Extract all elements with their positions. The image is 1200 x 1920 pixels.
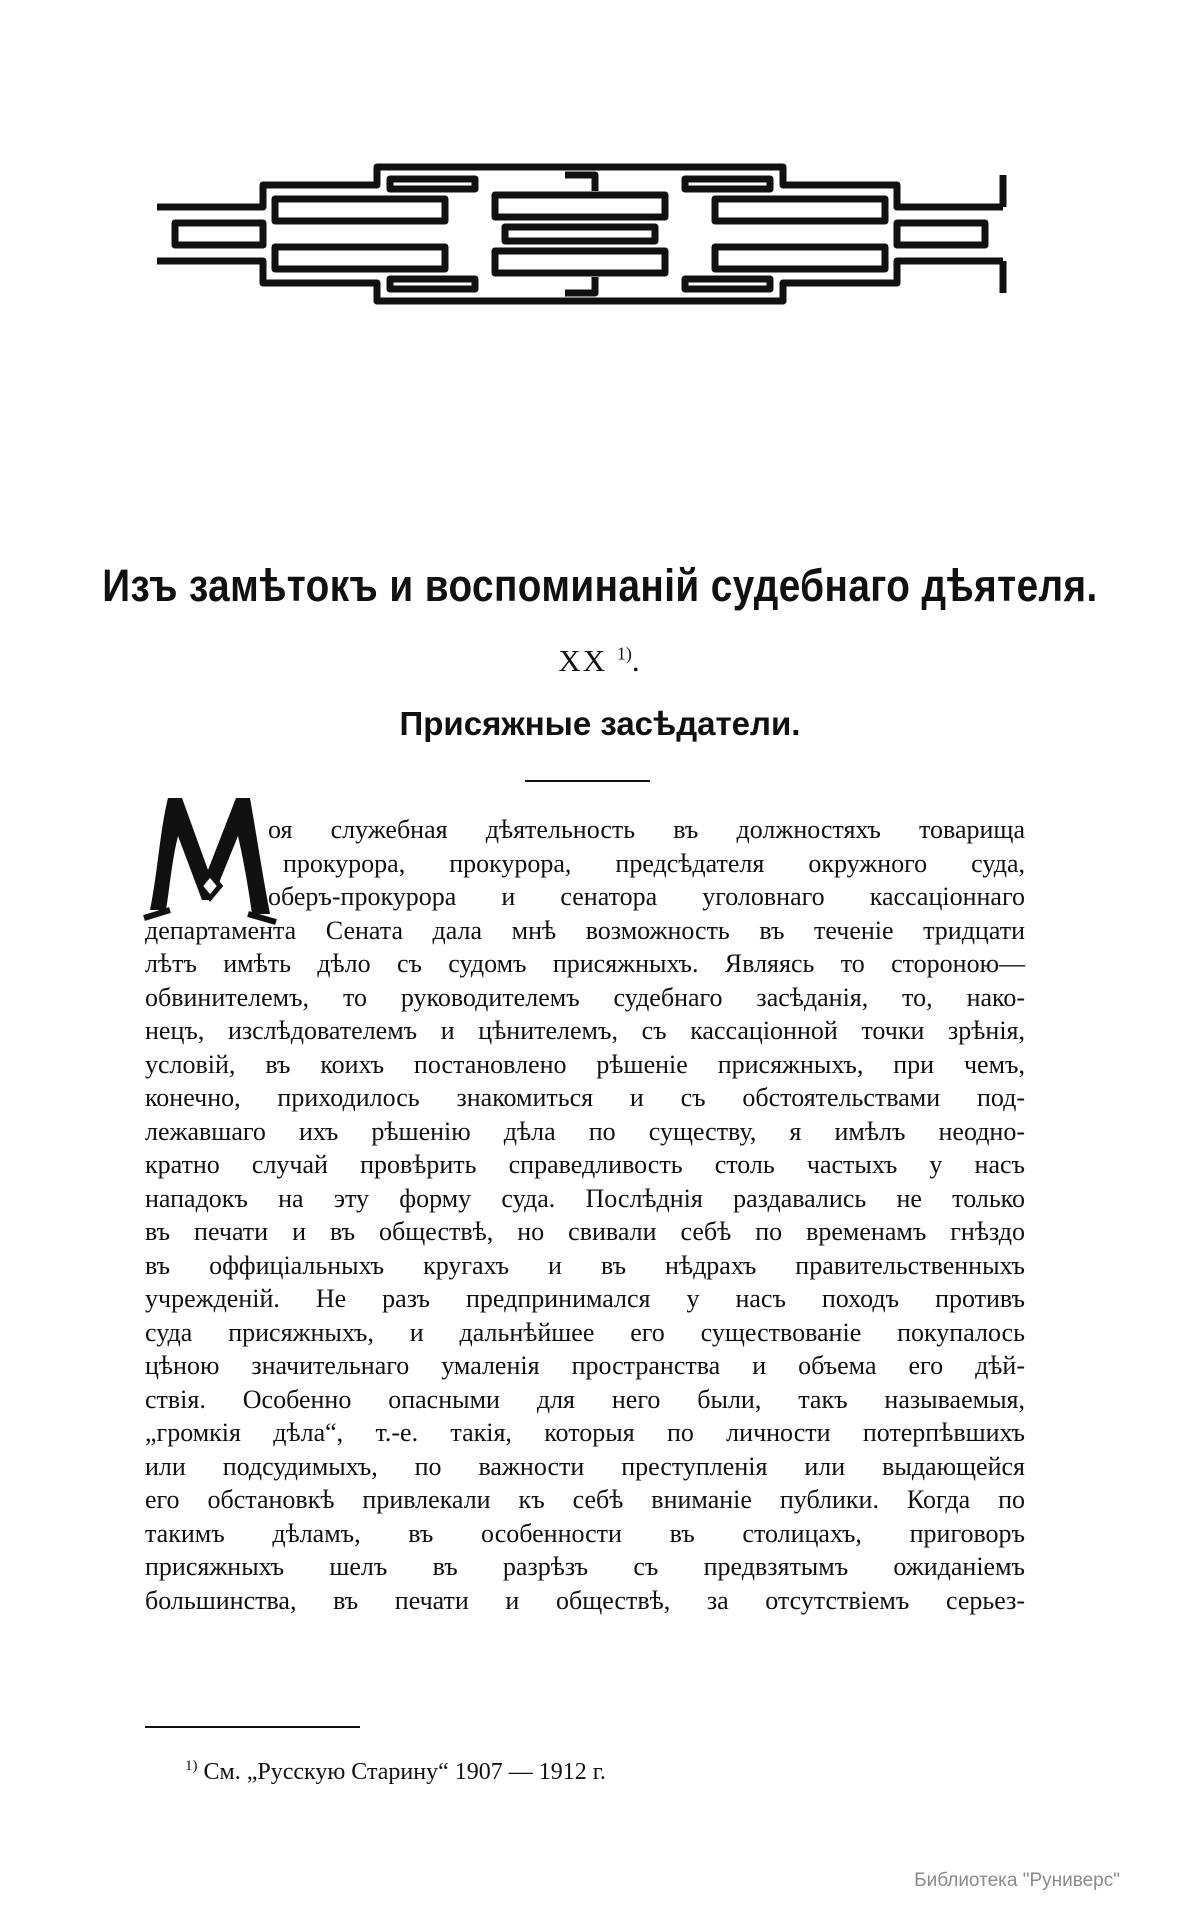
- ornament-center-band: [485, 167, 675, 301]
- body-text: [145, 813, 1025, 1617]
- section-subtitle: Присяжные засѣдатели.: [399, 705, 801, 742]
- ornament-left-band: [157, 167, 485, 301]
- text-line: учрежденій. Не разъ предпринимался у насъ походъ противъ: [145, 1284, 1025, 1313]
- text-line: „громкія дѣла“, т.-е. такія, которыя по личности потерпѣвшихъ: [145, 1418, 1025, 1447]
- text-line: нецъ, изслѣдователемъ и цѣнителемъ, съ кассаціонной точки зрѣнія,: [145, 1016, 1025, 1045]
- footnote-divider: [145, 1726, 360, 1728]
- title-divider: [525, 780, 650, 782]
- text-line: такимъ дѣламъ, въ особенности въ столицахъ, приговоръ: [145, 1518, 1025, 1548]
- chapter-number: XX $^{1)}$.: [558, 643, 642, 678]
- text-line: лежавшаго ихъ рѣшенію дѣла по существу, я имѣлъ неодно-: [145, 1116, 1025, 1146]
- text-line: конечно, приходилось знакомиться и съ обстоятельствами под-: [145, 1083, 1025, 1112]
- text-line: лѣтъ имѣть дѣло съ судомъ присяжныхъ. Являясь то стороною—: [145, 949, 1025, 978]
- text-line: въ оффиціальныхъ кругахъ и въ нѣдрахъ правительственныхъ: [145, 1250, 1025, 1280]
- text-line: прокурора, прокурора, предсѣдателя окружного суда,: [283, 848, 1025, 878]
- header-ornament: [145, 155, 1015, 313]
- library-watermark: Библиотека "Руниверс": [914, 1870, 1120, 1891]
- text-line: присяжныхъ шелъ въ разрѣзъ съ предвзятымъ ожиданіемъ: [145, 1552, 1025, 1581]
- text-line: или подсудимыхъ, по важности преступленія или выдающейся: [145, 1451, 1025, 1481]
- text-line: большинства, въ печати и обществѣ, за отсутствіемъ серьез-: [145, 1585, 1025, 1615]
- text-line: обвинителемъ, то руководителемъ судебнаго засѣданія, то, нако-: [145, 982, 1025, 1012]
- footnote-text: См. „Русскую Старину“ 1907 — 1912 г.: [203, 1759, 606, 1785]
- text-line: цѣною значительнаго умаленія пространства и объема его дѣй-: [145, 1351, 1025, 1380]
- text-line: нападокъ на эту форму суда. Послѣднія раздавались не только: [145, 1183, 1025, 1213]
- text-line: оя служебная дѣятельность въ должностяхъ товарища: [268, 815, 1025, 844]
- chapter-footnote-marker: 1): [616, 643, 632, 664]
- ornament-right-band: [675, 167, 1003, 301]
- text-line: кратно случай провѣрить справедливость столь частыхъ у насъ: [145, 1150, 1025, 1179]
- text-line: условій, въ коихъ постановлено рѣшеніе присяжныхъ, при чемъ,: [145, 1049, 1025, 1079]
- footnote: [185, 1758, 606, 1786]
- article-title: Изъ замѣтокъ и воспоминаній судебнаго дѣятеля.: [102, 560, 1098, 611]
- text-line: ствія. Особенно опасными для него были, такъ называемыя,: [145, 1384, 1025, 1414]
- text-line: суда присяжныхъ, и дальнѣйшее его существованіе покупалось: [145, 1317, 1025, 1347]
- text-line: департамента Сената дала мнѣ возможность въ теченіе тридцати: [145, 915, 1025, 945]
- text-line: его обстановкѣ привлекали къ себѣ вниманіе публики. Когда по: [145, 1485, 1025, 1514]
- text-line: въ печати и въ обществѣ, но свивали себѣ по временамъ гнѣздо: [145, 1217, 1025, 1246]
- footnote-marker: 1): [185, 1758, 198, 1774]
- chapter-numeral: XX: [558, 643, 608, 678]
- text-line: оберъ-прокурора и сенатора уголовнаго кассаціоннаго: [268, 882, 1025, 911]
